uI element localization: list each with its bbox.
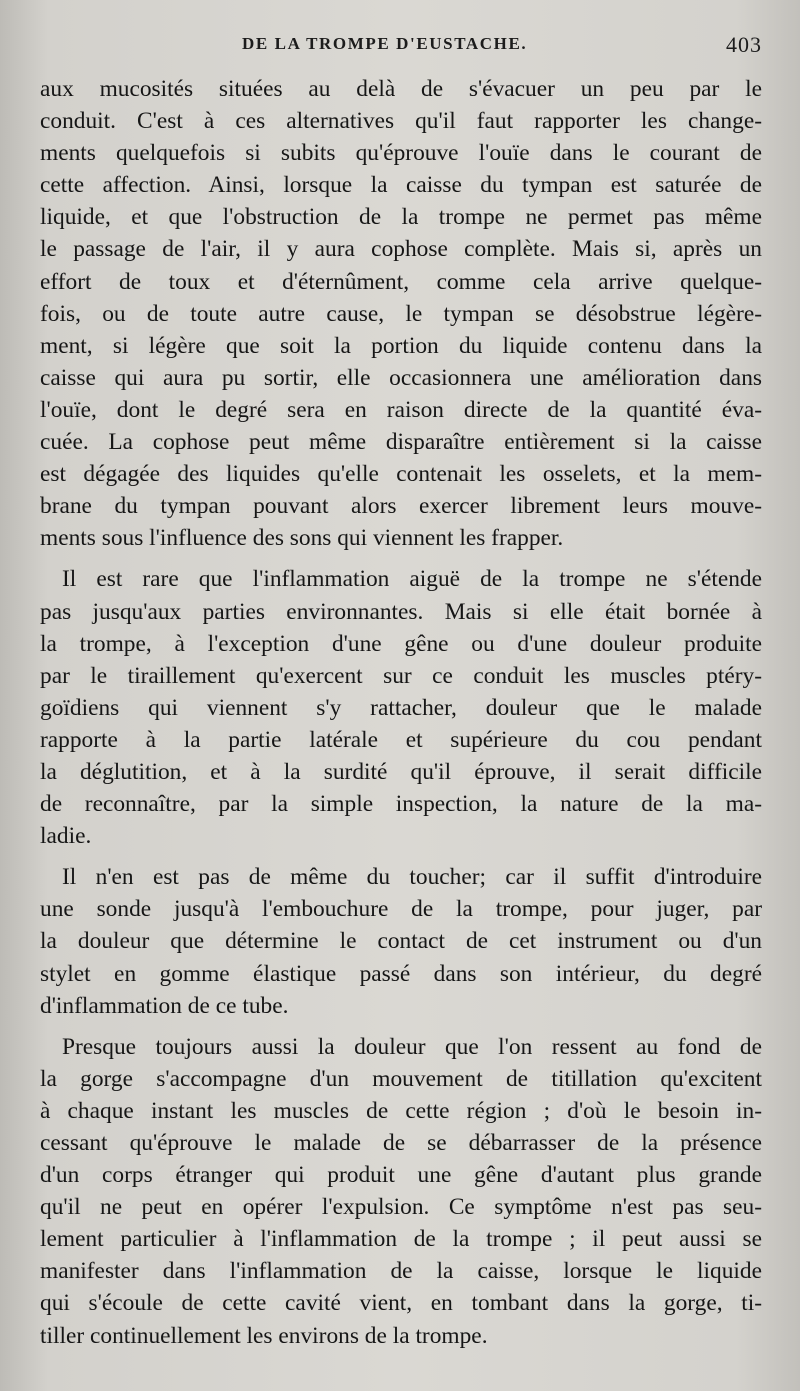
running-title: DE LA TROMPE D'EUSTACHE. — [242, 34, 528, 53]
text-line: liquide, et que l'obstruction de la trompe ne permet pas même — [40, 204, 762, 231]
body-text — [40, 73, 762, 1361]
text-line: ments sous l'influence des sons qui viennent les frapper. — [40, 525, 564, 552]
text-line: effort de toux et d'éternûment, comme cela arrive quelque- — [40, 268, 762, 295]
text-line: d'inflammation de ce tube. — [40, 992, 289, 1019]
paragraph — [40, 73, 762, 554]
text-line: le passage de l'air, il y aura cophose complète. Mais si, après un — [40, 236, 762, 263]
text-line: brane du tympan pouvant alors exercer librement leurs mouve- — [40, 493, 762, 520]
paragraph — [40, 563, 762, 852]
text-line: qu'il ne peut en opérer l'expulsion. Ce symptôme n'est pas seu- — [40, 1194, 762, 1221]
text-line: ladie. — [40, 823, 92, 850]
text-line: fois, ou de toute autre cause, le tympan se désobstrue légère- — [40, 300, 762, 327]
page-header — [0, 30, 800, 60]
paragraph — [40, 1031, 762, 1352]
text-line: par le tiraillement qu'exercent sur ce conduit les muscles ptéry- — [40, 662, 762, 689]
text-line: la douleur que détermine le contact de cet instrument ou d'un — [40, 928, 762, 955]
text-line: conduit. C'est à ces alternatives qu'il faut rapporter les change- — [40, 108, 762, 135]
text-line: la gorge s'accompagne d'un mouvement de titillation qu'excitent — [40, 1065, 762, 1092]
text-line: cette affection. Ainsi, lorsque la caisse du tympan est saturée de — [40, 172, 762, 199]
text-line: goïdiens qui viennent s'y rattacher, douleur que le malade — [40, 694, 762, 721]
text-line: qui s'écoule de cette cavité vient, en tombant dans la gorge, ti- — [40, 1290, 762, 1317]
text-line: la déglutition, et à la surdité qu'il éprouve, il serait difficile — [40, 758, 762, 785]
paragraph — [40, 861, 762, 1021]
text-line: Il est rare que l'inflammation aiguë de la trompe ne s'étende — [62, 566, 762, 593]
text-line: pas jusqu'aux parties environnantes. Mais si elle était bornée à — [40, 598, 762, 625]
text-line: ments quelquefois si subits qu'éprouve l'ouïe dans le courant de — [40, 140, 762, 167]
page-number: 403 — [726, 32, 762, 57]
text-line: est dégagée des liquides qu'elle contenait les osselets, et la mem- — [40, 461, 762, 488]
text-line: cuée. La cophose peut même disparaître entièrement si la caisse — [40, 429, 762, 456]
text-line: stylet en gomme élastique passé dans son intérieur, du degré — [40, 960, 762, 987]
text-line: aux mucosités situées au delà de s'évacuer un peu par le — [40, 76, 762, 102]
text-line: de reconnaître, par la simple inspection, la nature de la ma- — [40, 791, 762, 818]
text-line: cessant qu'éprouve le malade de se débarrasser de la présence — [40, 1130, 762, 1156]
text-line: une sonde jusqu'à l'embouchure de la trompe, pour juger, par — [40, 896, 762, 923]
text-line: ment, si légère que soit la portion du liquide contenu dans la — [40, 332, 762, 359]
text-line: à chaque instant les muscles de cette région ; d'où le besoin in- — [40, 1097, 762, 1124]
text-line: lement particulier à l'inflammation de la trompe ; il peut aussi se — [40, 1226, 762, 1253]
text-line: l'ouïe, dont le degré sera en raison directe de la quantité éva- — [40, 396, 762, 423]
text-line: caisse qui aura pu sortir, elle occasionnera une amélioration dans — [40, 364, 762, 391]
text-line: la trompe, à l'exception d'une gêne ou d'une douleur produite — [40, 630, 762, 657]
text-line: rapporte à la partie latérale et supérieure du cou pendant — [40, 726, 762, 753]
text-line: Il n'en est pas de même du toucher; car il suffit d'introduire — [62, 864, 762, 891]
text-line: Presque toujours aussi la douleur que l'on ressent au fond de — [62, 1033, 762, 1060]
text-line: manifester dans l'inflammation de la caisse, lorsque le liquide — [40, 1258, 762, 1285]
text-line: tiller continuellement les environs de la trompe. — [40, 1322, 488, 1349]
text-line: d'un corps étranger qui produit une gêne d'autant plus grande — [40, 1162, 762, 1189]
